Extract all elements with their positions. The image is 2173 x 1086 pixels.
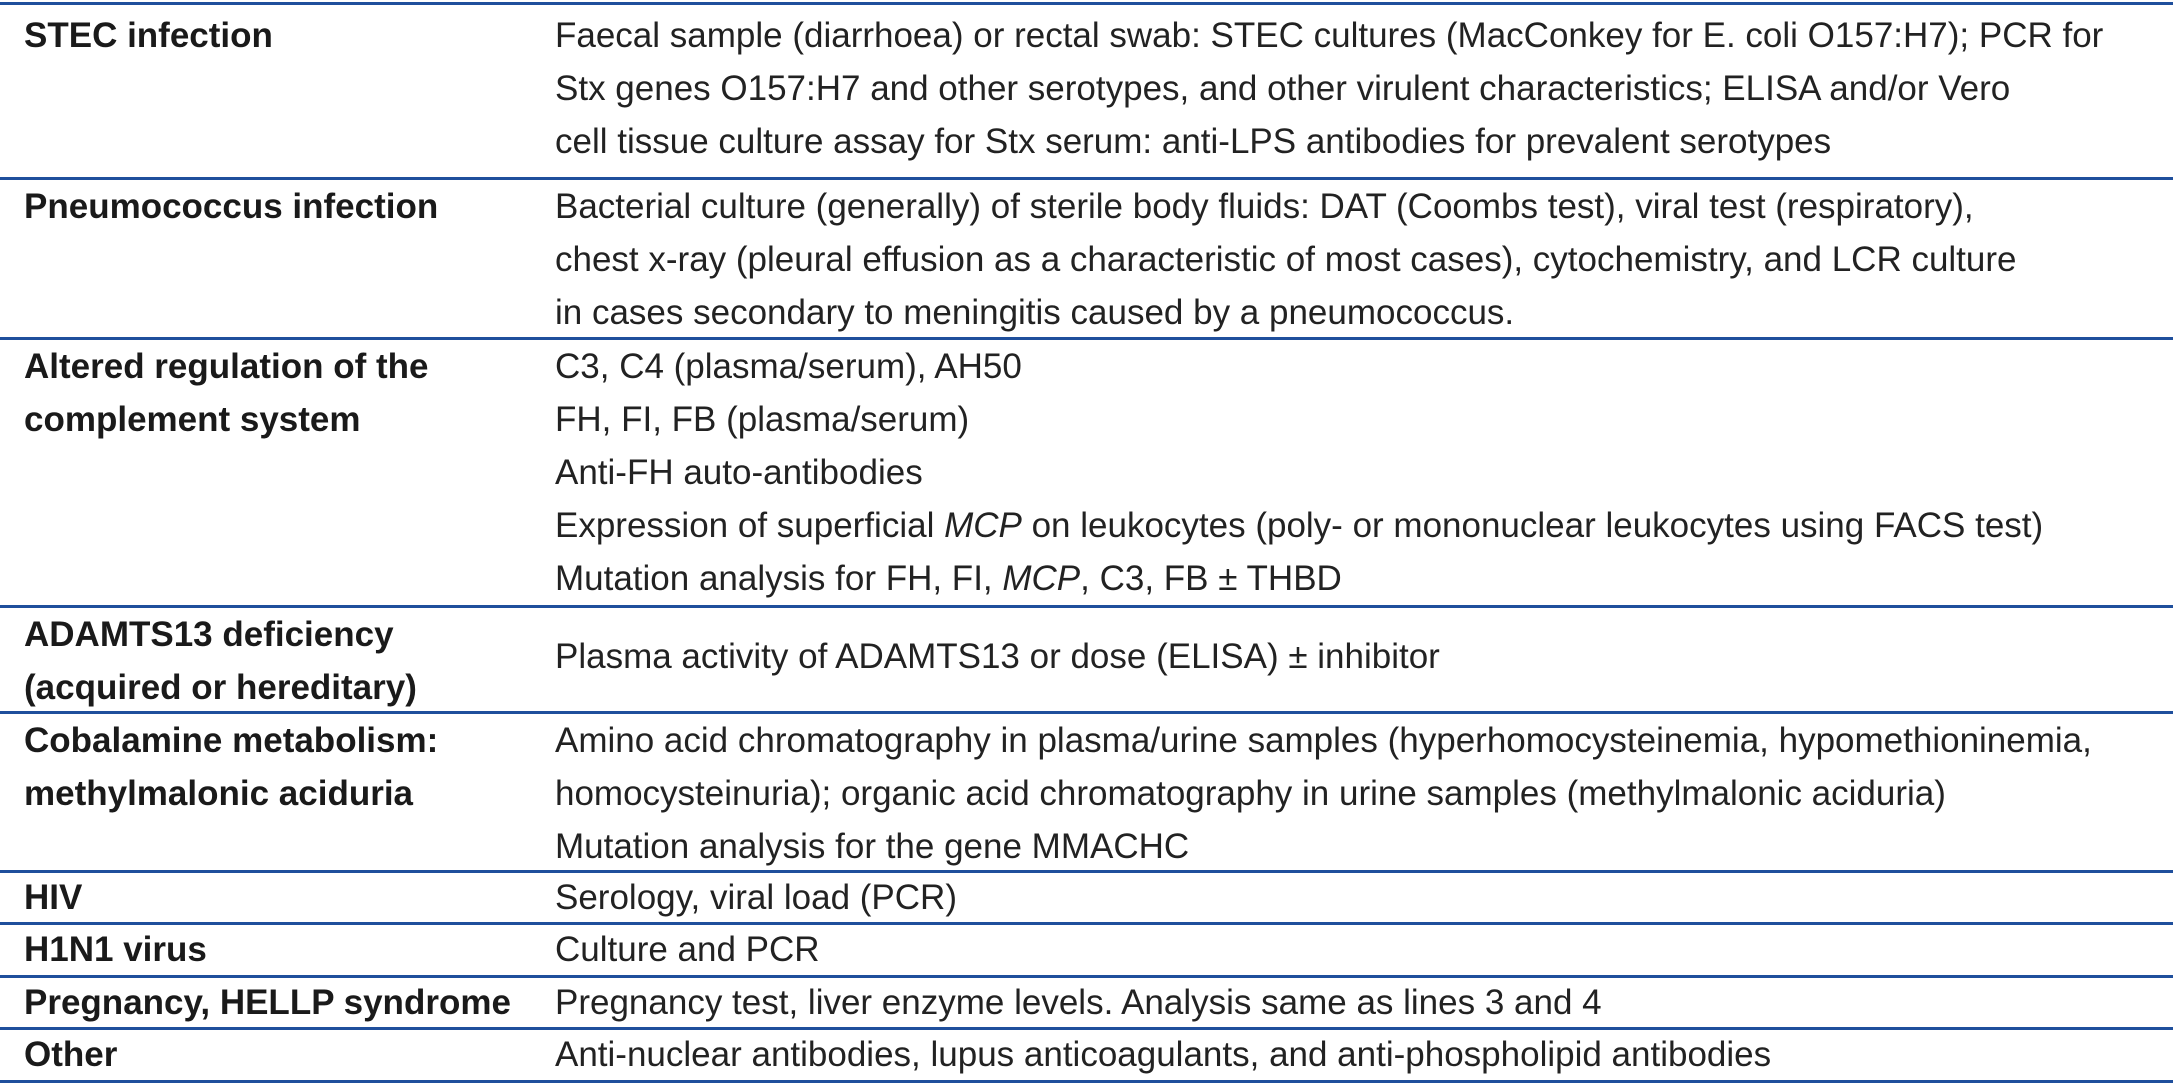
test-text: in cases secondary to meningitis caused by a pneumococcus.	[555, 293, 1515, 332]
condition-text: H1N1 virus	[24, 930, 207, 969]
test-text: Pregnancy test, liver enzyme levels. Analysis same as lines 3 and 4	[555, 983, 1602, 1022]
tests-cell	[555, 180, 2173, 337]
condition-cell	[0, 9, 555, 177]
test-text: Anti-FH auto-antibodies	[555, 453, 923, 492]
condition-text: Pneumococcus infection	[24, 187, 439, 226]
table-row	[0, 873, 2173, 925]
table-row	[0, 714, 2173, 873]
test-text: Anti-nuclear antibodies, lupus anticoagulants, and anti-phospholipid antibodies	[555, 1035, 1772, 1074]
condition-text: ADAMTS13 deficiency	[24, 615, 394, 654]
test-text: chest x-ray (pleural effusion as a characteristic of most cases), cytochemistry, and LCR culture	[555, 240, 2017, 279]
tests-cell	[555, 1030, 2173, 1080]
condition-cell	[0, 873, 555, 922]
test-text: Serology, viral load (PCR)	[555, 878, 957, 917]
test-text: homocysteinuria); organic acid chromatography in urine samples (methylmalonic aciduria)	[555, 774, 1946, 813]
condition-cell	[0, 714, 555, 870]
table-row	[0, 608, 2173, 714]
condition-text: HIV	[24, 878, 83, 917]
condition-text: Other	[24, 1035, 118, 1074]
test-text: cell tissue culture assay for Stx serum: anti-LPS antibodies for prevalent serotypes	[555, 122, 1832, 161]
condition-cell	[0, 978, 555, 1027]
gene-name-italic: MCP	[1002, 559, 1081, 598]
condition-cell	[0, 180, 555, 337]
condition-text: Cobalamine metabolism:	[24, 721, 439, 760]
test-text: Amino acid chromatography in plasma/urine samples (hyperhomocysteinemia, hypomethioninemia,	[555, 721, 2092, 760]
tests-cell	[555, 340, 2173, 605]
condition-text: complement system	[24, 400, 361, 439]
test-text-part: , C3, FB ± THBD	[1080, 559, 1342, 598]
tests-cell	[555, 608, 2173, 711]
condition-cell	[0, 340, 555, 605]
test-text-part: on leukocytes (poly- or mononuclear leukocytes using FACS test)	[1021, 506, 2044, 545]
tests-cell	[555, 873, 2173, 922]
condition-text: Altered regulation of the	[24, 347, 429, 386]
gene-name-italic: MCP	[944, 506, 1022, 545]
table-row	[0, 925, 2173, 978]
condition-text: methylmalonic aciduria	[24, 774, 414, 813]
table-row	[0, 5, 2173, 180]
condition-text: STEC infection	[24, 16, 273, 55]
table-row	[0, 340, 2173, 608]
test-text: Stx genes O157:H7 and other serotypes, and other virulent characteristics; ELISA and/or Vero	[555, 69, 2011, 108]
test-text: Plasma activity of ADAMTS13 or dose (ELISA) ± inhibitor	[555, 637, 1440, 676]
test-text: Bacterial culture (generally) of sterile body fluids: DAT (Coombs test), viral test (respiratory),	[555, 187, 1974, 226]
tests-cell	[555, 978, 2173, 1027]
test-text: Culture and PCR	[555, 930, 820, 969]
tests-cell	[555, 9, 2173, 177]
condition-cell	[0, 925, 555, 975]
tests-cell	[555, 714, 2173, 870]
test-text-rich	[555, 499, 2153, 552]
condition-text: Pregnancy, HELLP syndrome	[24, 983, 511, 1022]
tests-cell	[555, 925, 2173, 975]
condition-text: (acquired or hereditary)	[24, 668, 417, 707]
test-text-part: Mutation analysis for FH, FI,	[555, 559, 1003, 598]
test-text: C3, C4 (plasma/serum), AH50	[555, 347, 1022, 386]
condition-cell	[0, 1030, 555, 1080]
test-text: Faecal sample (diarrhoea) or rectal swab: STEC cultures (MacConkey for E. coli O157:H7); PCR for	[555, 16, 2104, 55]
test-text-part: Expression of superficial	[555, 506, 945, 545]
table-row	[0, 1030, 2173, 1083]
test-text-rich	[555, 552, 2153, 605]
test-text: Mutation analysis for the gene MMACHC	[555, 827, 1190, 866]
table-row	[0, 978, 2173, 1030]
condition-cell	[0, 608, 555, 711]
table-row	[0, 180, 2173, 340]
test-text: FH, FI, FB (plasma/serum)	[555, 400, 970, 439]
